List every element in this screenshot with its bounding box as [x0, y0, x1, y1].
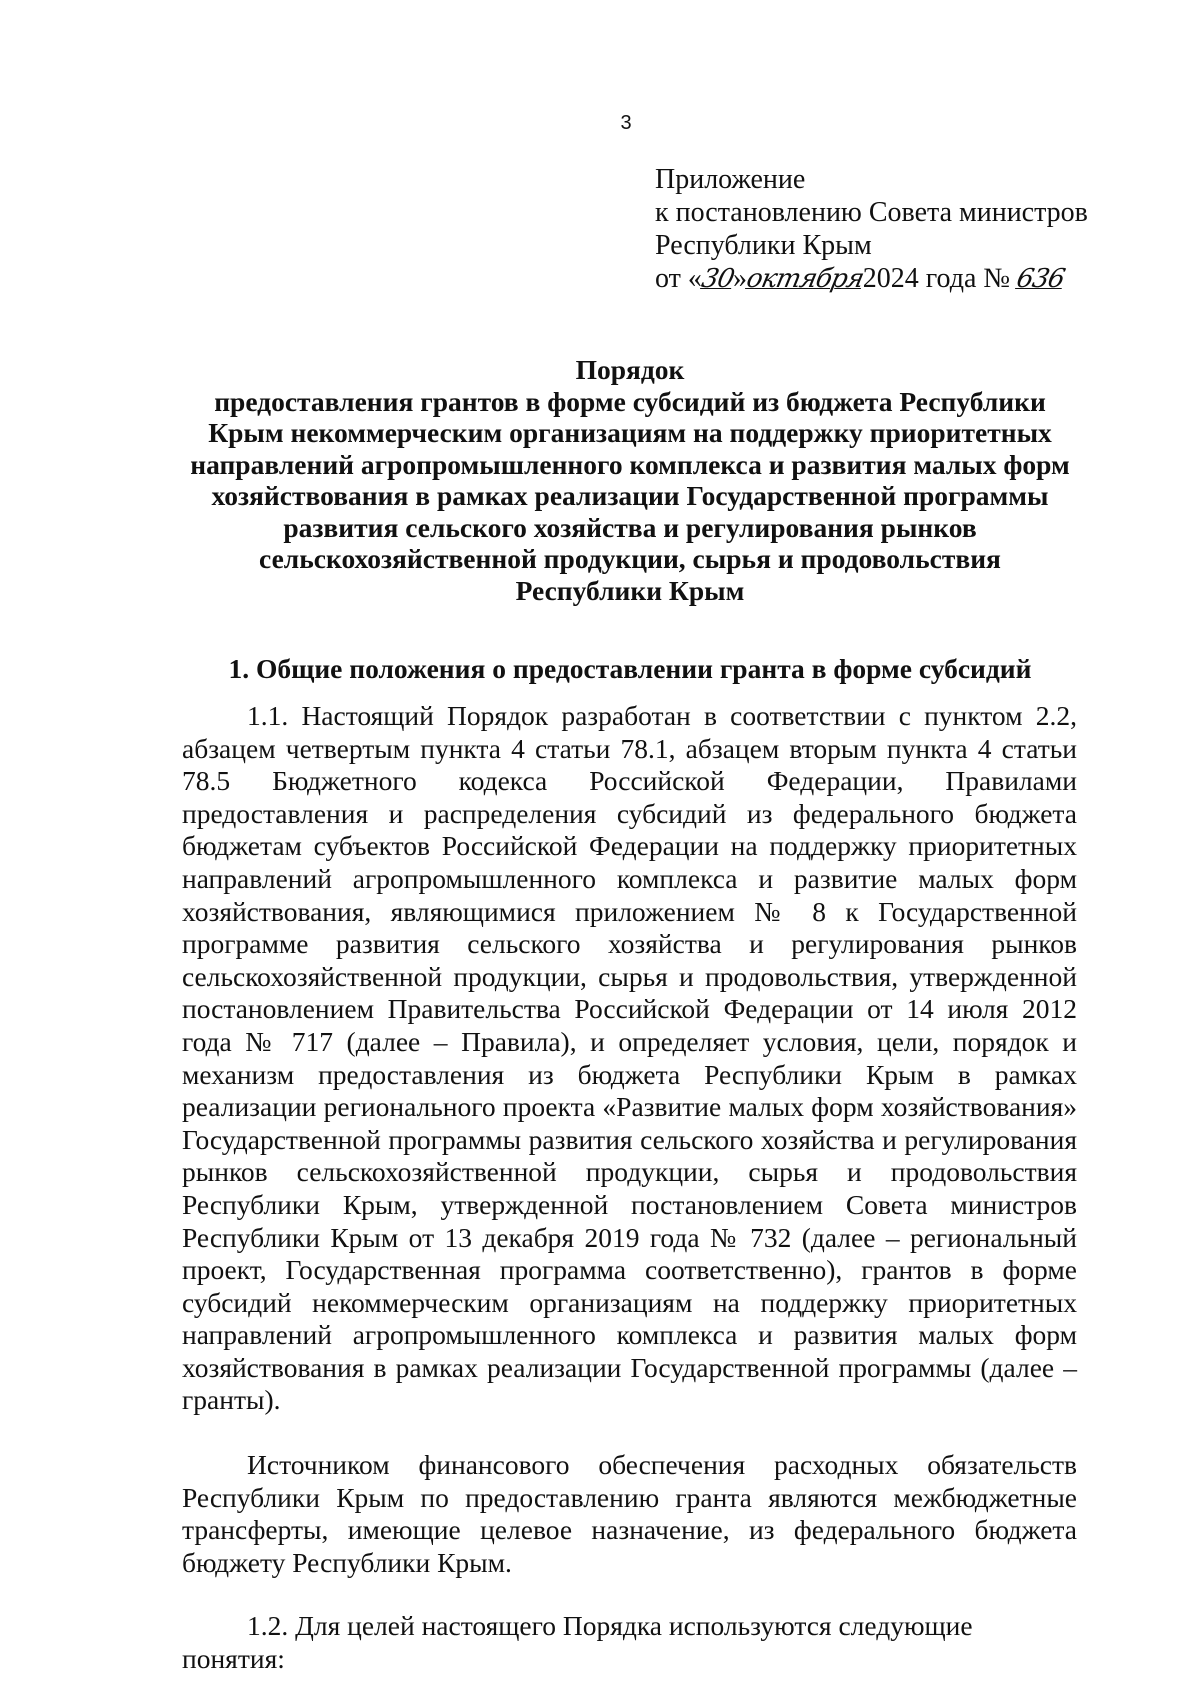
page-number: 3 [620, 112, 632, 134]
section-body [182, 700, 1077, 1676]
appendix-republic: Республики Крым [655, 230, 872, 261]
title-line-4: направлений агропромышленного комплекса и развития малых форм [190, 448, 1070, 480]
appendix-resolution: к постановлению Совета министров [655, 197, 1088, 228]
title-line-3: Крым некоммерческим организациям на поддержку приоритетных [208, 417, 1052, 448]
title-line-1: Порядок [575, 354, 685, 385]
document-title [180, 354, 1080, 606]
paragraph-funding-source: Источником финансового обеспечения расходных обязательств Республики Крым по предоставлению гранта являются межбюджетные трансферты, имеющие целевое назначение, из федерального бюджета бюджету Республики Крым. [182, 1449, 1077, 1578]
handwritten-number: 636 [1014, 264, 1068, 294]
title-line-2: предоставления грантов в форме субсидий из бюджета Республики [214, 385, 1046, 417]
handwritten-month: октября [743, 264, 867, 294]
appendix-block [655, 163, 1088, 296]
title-line-6: развития сельского хозяйства и регулирования рынков [283, 511, 977, 543]
title-line-8: Республики Крым [515, 574, 745, 606]
handwritten-day: 30 [698, 264, 737, 294]
title-line-7: сельскохозяйственной продукции, сырья и продовольствия [259, 543, 1001, 574]
appendix-date-line [655, 262, 1088, 296]
appendix-label: Приложение [655, 164, 806, 195]
paragraph-1-1: 1.1. Настоящий Порядок разработан в соответствии с пунктом 2.2, абзацем четвертым пункта 4 статьи 78.1, абзацем вторым пункта 4 статьи 78.5 Бюджетного кодекса Российской Федерации, Правилами предоставления и распределения субсидий из федерального бюджета бюджетам субъектов Российской Федерации на поддержку приоритетных направлений агропромышленного комплекса и развитие малых форм хозяйствования, являющимися приложением № 8 к Государственной программе развития сельского хозяйства и регулирования рынков сельскохозяйственной продукции, сырья и продовольствия, утвержденной постановлением Правительства Российской Федерации от 14 июля 2012 года № 717 (далее – Правила), и определяет условия, цели, порядок и механизм предоставления из бюджета Республики Крым в рамках реализации регионального проекта «Развитие малых форм хозяйствования» Государственной программы развития сельского хозяйства и регулирования рынков сельскохозяйственной продукции, сырья и продовольствия Республики Крым, утвержденной постановлением Совета министров Республики Крым от 13 декабря 2019 года № 732 (далее – региональный проект, Государственная программа соответственно), грантов в форме субсидий некоммерческим организациям на поддержку приоритетных направлений агропромышленного комплекса и развития малых форм хозяйствования в рамках реализации Государственной программы (далее – гранты). [182, 700, 1077, 1416]
date-year: 2024 года № [862, 263, 1011, 294]
section-heading: 1. Общие положения о предоставлении гранта в форме субсидий [228, 653, 1032, 684]
date-prefix: от « [655, 263, 702, 294]
paragraph-1-2: 1.2. Для целей настоящего Порядка используются следующие понятия: [182, 1610, 973, 1675]
title-line-5: хозяйствования в рамках реализации Государственной программы [211, 480, 1049, 511]
date-mid: » [732, 263, 747, 294]
